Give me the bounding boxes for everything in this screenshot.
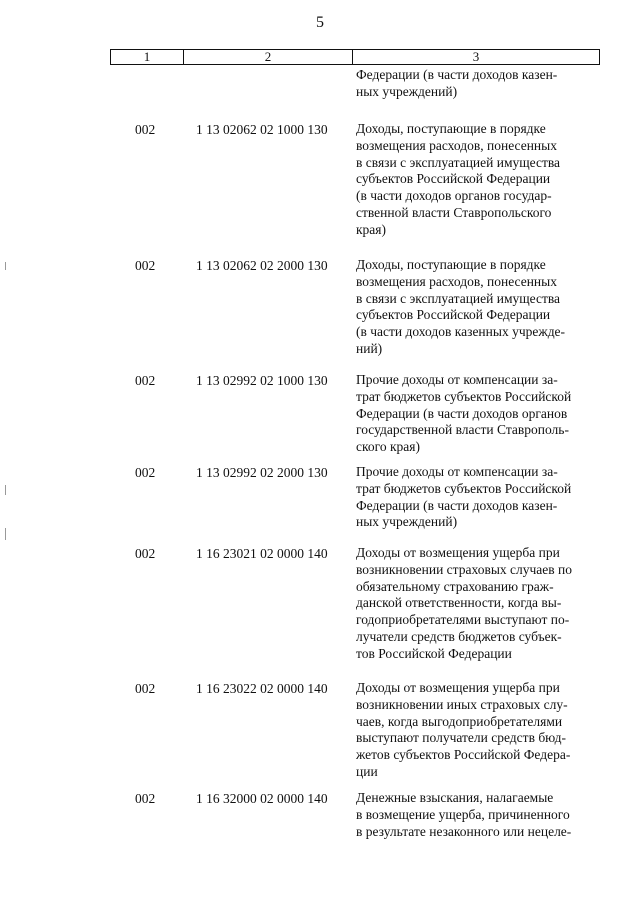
scan-artifact [5,262,6,270]
description-line: тов Российской Федерации [356,645,512,661]
description-line: ского края) [356,439,420,455]
budget-classification-code: 1 16 23022 02 0000 140 [196,681,328,696]
income-description [356,372,606,456]
description-line: субъектов Российской Федерации [356,307,551,323]
description-line: трат бюджетов субъектов Российской [356,480,572,496]
description-line: ний) [356,340,383,356]
budget-classification-code: 1 16 23021 02 0000 140 [196,546,328,561]
description-line: Денежные взыскания, налагаемые [356,790,554,805]
income-description [356,257,606,358]
scan-artifact [5,485,6,495]
description-line: возникновении иных страховых слу- [356,696,568,712]
description-line: Федерации (в части доходов органов [356,405,568,421]
description-line: ственной власти Ставропольского [356,204,552,220]
description-line: возмещения расходов, понесенных [356,273,557,289]
description-line: жетов субъектов Российской Федера- [356,747,571,763]
description-line: (в части доходов казенных учрежде- [356,324,566,340]
income-description [356,464,606,531]
description-line: Доходы от возмещения ущерба при [356,545,560,560]
admin-code: 002 [135,258,156,273]
description-line: Доходы, поступающие в порядке [356,121,546,136]
admin-code: 002 [135,681,156,696]
budget-classification-code: 1 13 02062 02 1000 130 [196,122,328,137]
description-line: ных учреждений) [356,83,458,99]
description-line: Прочие доходы от компенсации за- [356,464,558,479]
budget-classification-code: 1 16 32000 02 0000 140 [196,791,328,806]
admin-code: 002 [135,791,156,806]
description-line: выступают получатели средств бюд- [356,730,566,746]
description-line: годоприобретателями выступают по- [356,612,570,628]
budget-classification-code: 1 13 02992 02 1000 130 [196,373,328,388]
description-line: обязательному страхованию граж- [356,578,554,594]
income-description [356,121,606,239]
description-line: трат бюджетов субъектов Российской [356,388,572,404]
admin-code: 002 [135,122,156,137]
description-line: (в части доходов органов государ- [356,188,552,204]
description-line: Федерации (в части доходов казен- [356,67,558,82]
description-line: в результате незаконного или нецеле- [356,823,572,839]
description-line: данской ответственности, когда вы- [356,595,562,611]
admin-code: 002 [135,546,156,561]
income-description [356,680,606,781]
income-description [356,790,606,840]
description-line: ции [356,763,378,779]
description-line: возмещения расходов, понесенных [356,137,557,153]
description-line: в возмещение ущерба, причиненного [356,806,570,822]
description-line: чаев, когда выгодоприобретателями [356,713,563,729]
description-line: государственной власти Ставрополь- [356,422,569,438]
continuation-description [356,67,606,101]
table-header [110,49,600,65]
budget-classification-code: 1 13 02062 02 2000 130 [196,258,328,273]
description-line: лучатели средств бюджетов субъек- [356,628,562,644]
description-line: возникновении страховых случаев по [356,561,573,577]
description-line: Доходы от возмещения ущерба при [356,680,560,695]
page-number: 5 [316,14,324,31]
description-line: Доходы, поступающие в порядке [356,257,546,272]
description-line: субъектов Российской Федерации [356,171,551,187]
description-line: края) [356,221,387,237]
description-line: в связи с эксплуатацией имущества [356,154,561,170]
header-col-1: 1 [111,50,184,64]
description-line: ных учреждений) [356,514,458,530]
header-col-2: 2 [184,50,353,64]
description-line: в связи с эксплуатацией имущества [356,290,561,306]
income-description [356,545,606,663]
admin-code: 002 [135,465,156,480]
header-col-3: 3 [472,49,480,64]
description-line: Прочие доходы от компенсации за- [356,372,558,387]
admin-code: 002 [135,373,156,388]
budget-classification-code: 1 13 02992 02 2000 130 [196,465,328,480]
scan-artifact [5,528,6,540]
description-line: Федерации (в части доходов казен- [356,497,558,513]
